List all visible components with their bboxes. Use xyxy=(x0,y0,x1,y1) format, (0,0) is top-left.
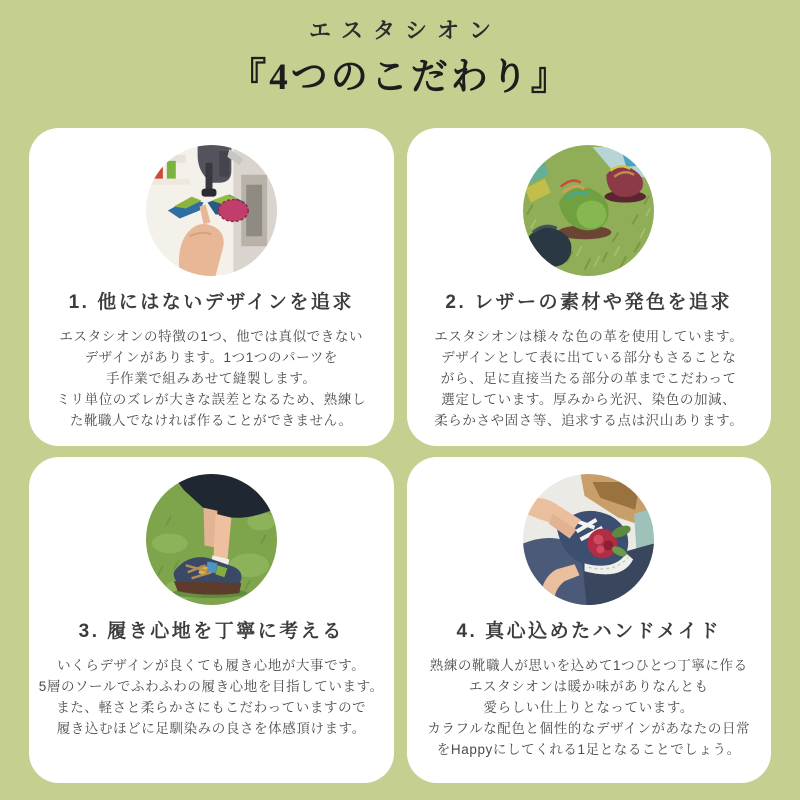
card-photo-frame xyxy=(146,474,277,605)
card-body-line: エスタシオンの特徴の1つ、他では真似できない xyxy=(59,329,364,344)
card-photo-frame xyxy=(523,145,654,276)
hands-lacing-shoe-photo xyxy=(523,474,654,605)
card-heading: 1. 他にはないデザインを追求 xyxy=(68,292,354,313)
card-heading: 2. レザーの素材や発色を追求 xyxy=(445,292,733,313)
card-body-line: エスタシオンは暖か味がありなんとも xyxy=(468,679,709,694)
card-body-line: 愛らしい仕上りとなっています。 xyxy=(483,700,694,715)
card-body-line: デザインがあります。1つ1つのパーツを xyxy=(84,350,338,365)
card-body-line: デザインとして表に出ている部分もさることな xyxy=(441,350,737,365)
feature-card-design xyxy=(29,128,394,446)
card-body-line: カラフルな配色と個性的なデザインがあなたの日常 xyxy=(427,721,751,736)
card-body-line: ミリ単位のズレが大きな誤差となるため、熟練し xyxy=(56,392,367,407)
card-body-line: いくらデザインが良くても履き心地が大事です。 xyxy=(57,658,366,673)
card-heading: 3. 履き心地を丁寧に考える xyxy=(78,621,344,642)
brand-name: エスタシオン xyxy=(308,18,501,43)
feature-card-leather xyxy=(407,128,772,446)
card-body xyxy=(407,326,772,431)
card-body-line: エスタシオンは様々な色の革を使用しています。 xyxy=(434,329,744,344)
card-body xyxy=(29,655,394,739)
card-photo-frame xyxy=(523,474,654,605)
card-body-line: 熟練の靴職人が思いを込めて1つひとつ丁寧に作る xyxy=(429,658,748,673)
card-body-line: 柔らかさや固さ等、追求する点は沢山あります。 xyxy=(434,413,744,428)
card-body-line: 選定しています。厚みから光沢、染色の加減、 xyxy=(441,392,737,407)
wearing-shoes-on-lawn-photo xyxy=(146,474,277,605)
card-body-line: をHappyにしてくれる1足となることでしょう。 xyxy=(436,742,741,757)
page-title: 『4つのこだわり』 xyxy=(229,57,571,98)
card-body-line: がら、足に直接当たる部分の革までこだわって xyxy=(440,371,737,386)
card-body-line: また、軽さと柔らかさにもこだわっていますので xyxy=(56,700,367,715)
card-body-line: た靴職人でなければ作ることができません。 xyxy=(69,413,353,428)
feature-card-handmade xyxy=(407,457,772,783)
card-body-line: 5層のソールでふわふわの履き心地を目指しています。 xyxy=(38,679,384,694)
shoes-on-grass-photo xyxy=(523,145,654,276)
feature-grid xyxy=(29,128,771,783)
card-photo-frame xyxy=(146,145,277,276)
sewing-machine-photo xyxy=(146,145,277,276)
card-body xyxy=(407,655,772,760)
card-heading: 4. 真心込めたハンドメイド xyxy=(456,621,722,642)
card-body-line: 手作業で組みあせて縫製します。 xyxy=(106,371,317,386)
feature-card-comfort xyxy=(29,457,394,783)
card-body-line: 履き込むほどに足馴染みの良さを体感頂けます。 xyxy=(56,721,366,736)
page-header xyxy=(29,16,771,104)
card-body xyxy=(29,326,394,431)
